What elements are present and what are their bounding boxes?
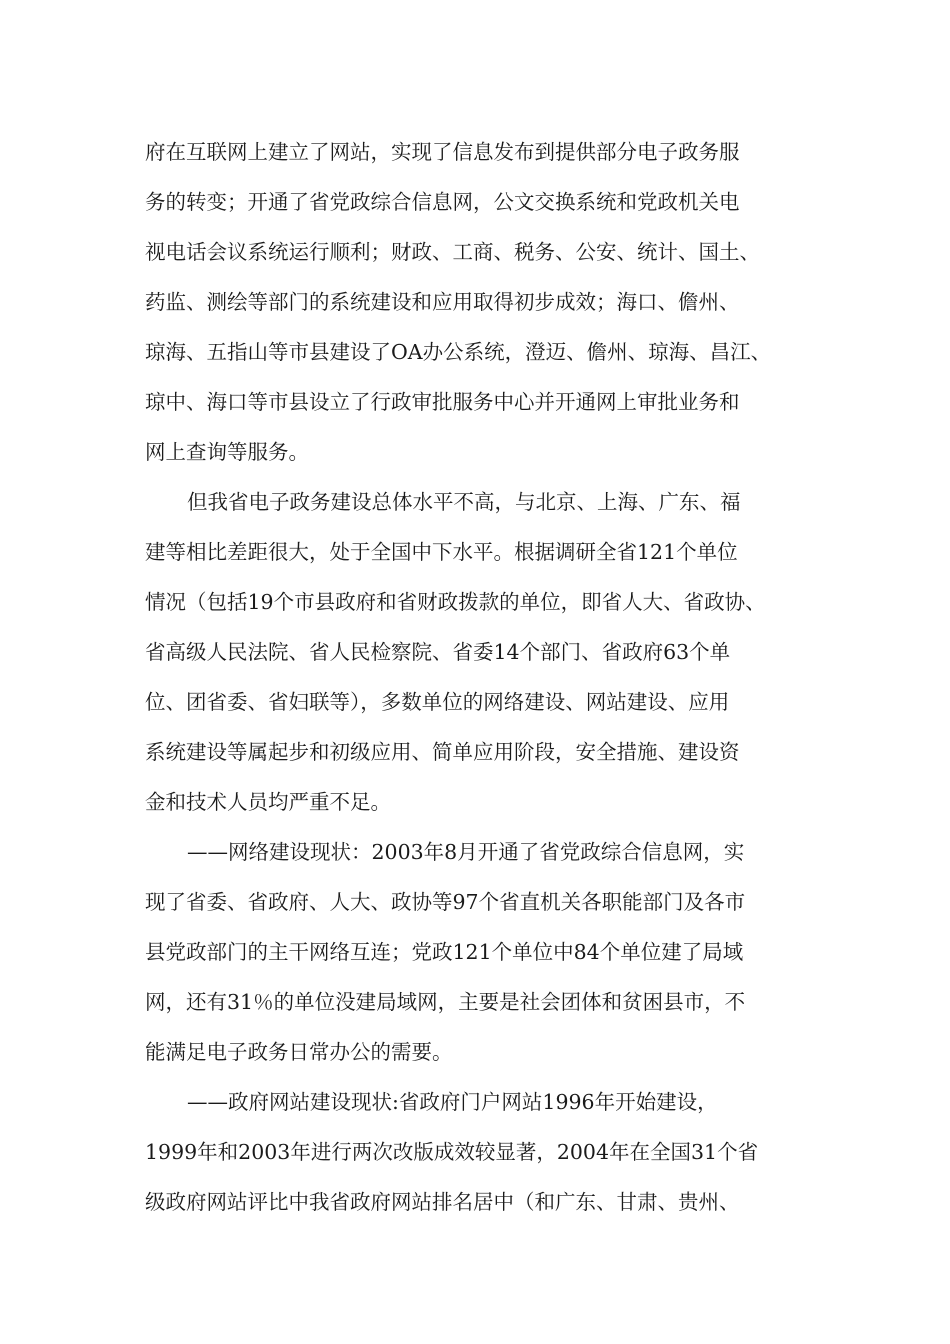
text-line: 系统建设等属起步和初级应用、简单应用阶段，安全措施、建设资 [145, 740, 740, 764]
text-line: 1999年和2003年进行两次改版成效较显著，2004年在全国31个省 [145, 1140, 759, 1164]
text-line: 网，还有31％的单位没建局域网，主要是社会团体和贫困县市，不 [145, 990, 746, 1014]
text-line: 金和技术人员均严重不足。 [145, 790, 391, 814]
text-line: 现了省委、省政府、人大、政协等97个省直机关各职能部门及各市 [145, 890, 746, 914]
text-line: 务的转变；开通了省党政综合信息网，公文交换系统和党政机关电 [145, 190, 740, 214]
text-line: 但我省电子政务建设总体水平不高，与北京、上海、广东、福 [187, 490, 741, 514]
text-line: 视电话会议系统运行顺利；财政、工商、税务、公安、统计、国土、 [145, 240, 760, 264]
text-line: 省高级人民法院、省人民检察院、省委14个部门、省政府63个单 [145, 640, 731, 664]
paragraph-overall-level [145, 477, 820, 827]
text-line: 建等相比差距很大，处于全国中下水平。根据调研全省121个单位 [145, 540, 738, 564]
document-body [145, 127, 820, 1227]
paragraph-network-status [145, 827, 820, 1077]
text-line: 府在互联网上建立了网站，实现了信息发布到提供部分电子政务服 [145, 140, 740, 164]
text-line: 网上查询等服务。 [145, 440, 309, 464]
text-line: 县党政部门的主干网络互连；党政121个单位中84个单位建了局域 [145, 940, 744, 964]
text-line: ——政府网站建设现状:省政府门户网站1996年开始建设， [187, 1090, 718, 1114]
text-line: 药监、测绘等部门的系统建设和应用取得初步成效；海口、儋州、 [145, 290, 740, 314]
text-line: 位、团省委、省妇联等），多数单位的网络建设、网站建设、应用 [145, 690, 730, 714]
paragraph-website-status [145, 1077, 820, 1227]
text-line: 能满足电子政务日常办公的需要。 [145, 1040, 453, 1064]
text-line: 级政府网站评比中我省政府网站排名居中（和广东、甘肃、贵州、 [145, 1190, 740, 1214]
text-line: 琼海、五指山等市县建设了OA办公系统，澄迈、儋州、琼海、昌江、 [145, 340, 772, 364]
text-line: 琼中、海口等市县设立了行政审批服务中心并开通网上审批业务和 [145, 390, 740, 414]
text-line: 情况（包括19个市县政府和省财政拨款的单位，即省人大、省政协、 [145, 590, 766, 614]
paragraph-intro-continuation [145, 127, 820, 477]
text-line: ——网络建设现状：2003年8月开通了省党政综合信息网，实 [187, 840, 745, 864]
